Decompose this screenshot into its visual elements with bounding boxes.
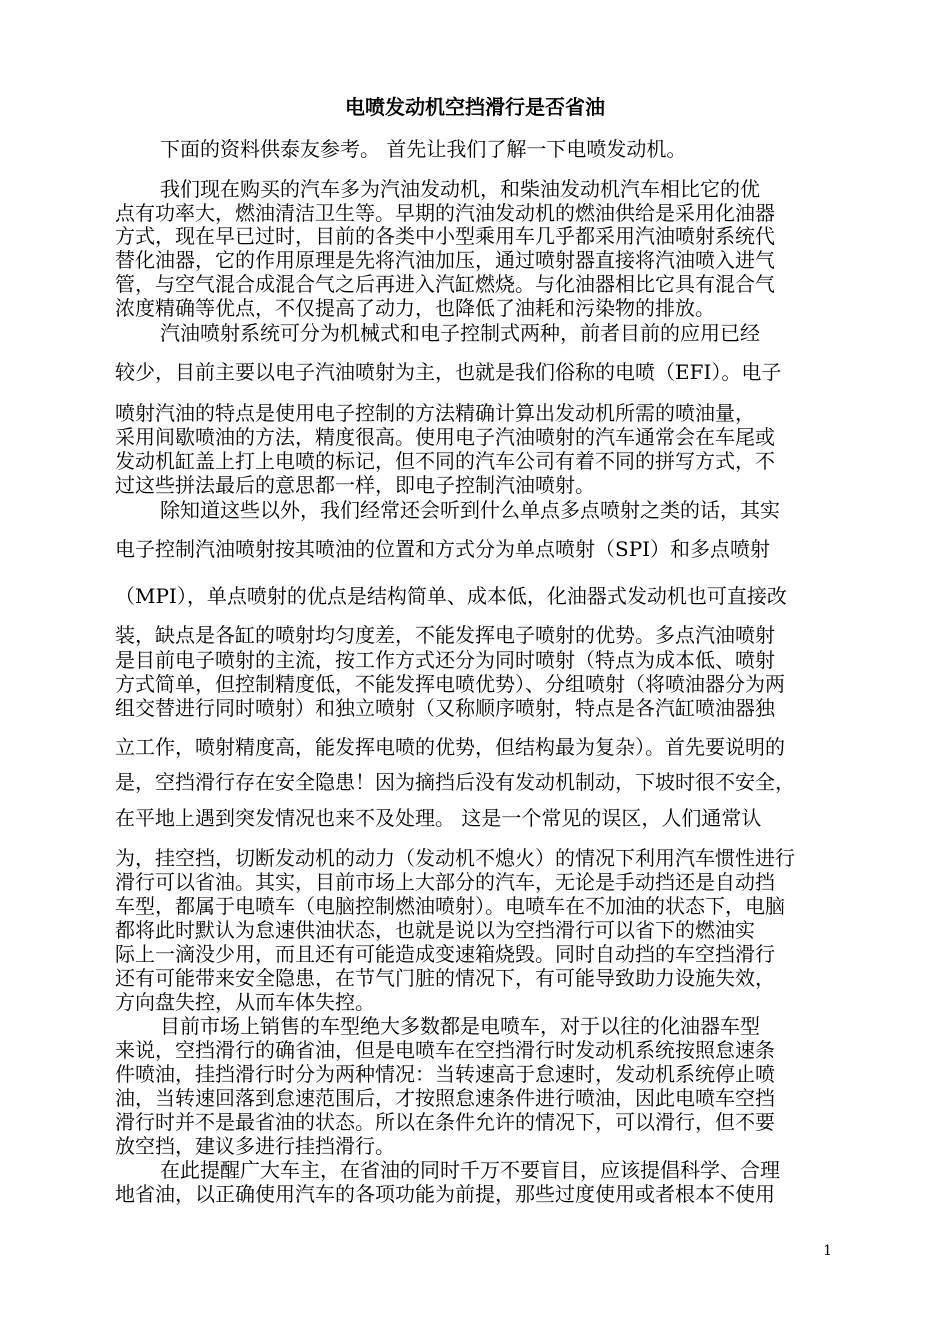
- text-line: 地省油，以正确使用汽车的各项功能为前提，那些过度使用或者根本不使用: [115, 1182, 775, 1206]
- page-number: 1: [823, 1243, 832, 1259]
- text-line: 方式，现在早已过时，目前的各类中小型乘用车几乎都采用汽油喷射系统代: [115, 224, 775, 248]
- text-line: 立工作，喷射精度高，能发挥电喷的优势，但结构最为复杂）。首先要说明的: [115, 735, 785, 759]
- text-line: 在此提醒广大车主，在省油的同时千万不要盲目，应该提倡科学、合理: [160, 1158, 780, 1182]
- text-line: 车型，都属于电喷车（电脑控制燃油喷射）。电喷车在不加油的状态下，电脑: [115, 894, 785, 918]
- text-line: 际上一滴没少用，而且还有可能造成变速箱烧毁。同时自动挡的车空挡滑行: [115, 942, 775, 966]
- text-line: 下面的资料供泰友参考。 首先让我们了解一下电喷发动机。: [160, 137, 687, 161]
- text-line: 油，当转速回落到怠速范围后，才按照怠速条件进行喷油，因此电喷车空挡: [115, 1086, 775, 1110]
- text-line: （MPI），单点喷射的优点是结构简单、成本低，化油器式发动机也可直接改: [115, 584, 787, 608]
- text-line: 还有可能带来安全隐患，在节气门脏的情况下，有可能导致助力设施失效，: [115, 966, 775, 990]
- text-line: 装，缺点是各缸的喷射均匀度差，不能发挥电子喷射的优势。多点汽油喷射: [115, 623, 775, 647]
- text-line: 是目前电子喷射的主流，按工作方式还分为同时喷射（特点为成本低、喷射: [115, 648, 775, 672]
- text-line: 浓度精确等优点，不仅提高了动力，也降低了油耗和污染物的排放。: [115, 296, 715, 320]
- text-line: 在平地上遇到突发情况也来不及处理。 这是一个常见的误区，人们通常认: [115, 806, 762, 830]
- text-line: 组交替进行同时喷射）和独立喷射（又称顺序喷射，特点是各汽缸喷油器独: [115, 696, 775, 720]
- text-line: 喷射汽油的特点是使用电子控制的方法精确计算出发动机所需的喷油量，: [115, 401, 755, 425]
- text-line: 过这些拼法最后的意思都一样，即电子控制汽油喷射。: [115, 473, 595, 497]
- text-line: 发动机缸盖上打上电喷的标记，但不同的汽车公司有着不同的拼写方式，不: [115, 449, 775, 473]
- text-line: 放空挡，建议多进行挂挡滑行。: [115, 1134, 395, 1158]
- text-line: 来说，空挡滑行的确省油，但是电喷车在空挡滑行时发动机系统按照怠速条: [115, 1038, 775, 1062]
- text-line: 都将此时默认为怠速供油状态，也就是说以为空挡滑行可以省下的燃油实: [115, 918, 755, 942]
- text-line: 滑行可以省油。其实，目前市场上大部分的汽车，无论是手动挡还是自动挡: [115, 870, 775, 894]
- text-line: 管，与空气混合成混合气之后再进入汽缸燃烧。与化油器相比它具有混合气: [115, 272, 775, 296]
- text-line: 件喷油，挂挡滑行时分为两种情况：当转速高于怠速时，发动机系统停止喷: [115, 1062, 775, 1086]
- text-line: 较少，目前主要以电子汽油喷射为主，也就是我们俗称的电喷（EFI）。电子: [115, 360, 782, 384]
- text-line: 是，空挡滑行存在安全隐患！因为摘挡后没有发动机制动，下坡时很不安全，: [115, 770, 795, 794]
- text-line: 我们现在购买的汽车多为汽油发动机，和柴油发动机汽车相比它的优: [160, 177, 760, 201]
- text-line: 采用间歇喷油的方法，精度很高。使用电子汽油喷射的汽车通常会在车尾或: [115, 425, 775, 449]
- text-line: 方式简单，但控制精度低，不能发挥电喷优势）、分组喷射（将喷油器分为两: [115, 672, 785, 696]
- text-line: 汽油喷射系统可分为机械式和电子控制式两种，前者目前的应用已经: [160, 321, 760, 345]
- text-line: 替化油器，它的作用原理是先将汽油加压，通过喷射器直接将汽油喷入进气: [115, 248, 775, 272]
- text-line: 除知道这些以外，我们经常还会听到什么单点多点喷射之类的话，其实: [160, 498, 780, 522]
- text-line: 方向盘失控，从而车体失控。: [115, 990, 375, 1014]
- text-line: 电子控制汽油喷射按其喷油的位置和方式分为单点喷射（SPI）和多点喷射: [115, 537, 771, 561]
- text-line: 点有功率大，燃油清洁卫生等。早期的汽油发动机的燃油供给是采用化油器: [115, 201, 775, 225]
- page-title: 电喷发动机空挡滑行是否省油: [345, 95, 605, 119]
- text-line: 目前市场上销售的车型绝大多数都是电喷车，对于以往的化油器车型: [160, 1014, 760, 1038]
- text-line: 为，挂空挡，切断发动机的动力（发动机不熄火）的情况下利用汽车惯性进行: [115, 846, 795, 870]
- text-line: 滑行时并不是最省油的状态。所以在条件允许的情况下，可以滑行，但不要: [115, 1110, 775, 1134]
